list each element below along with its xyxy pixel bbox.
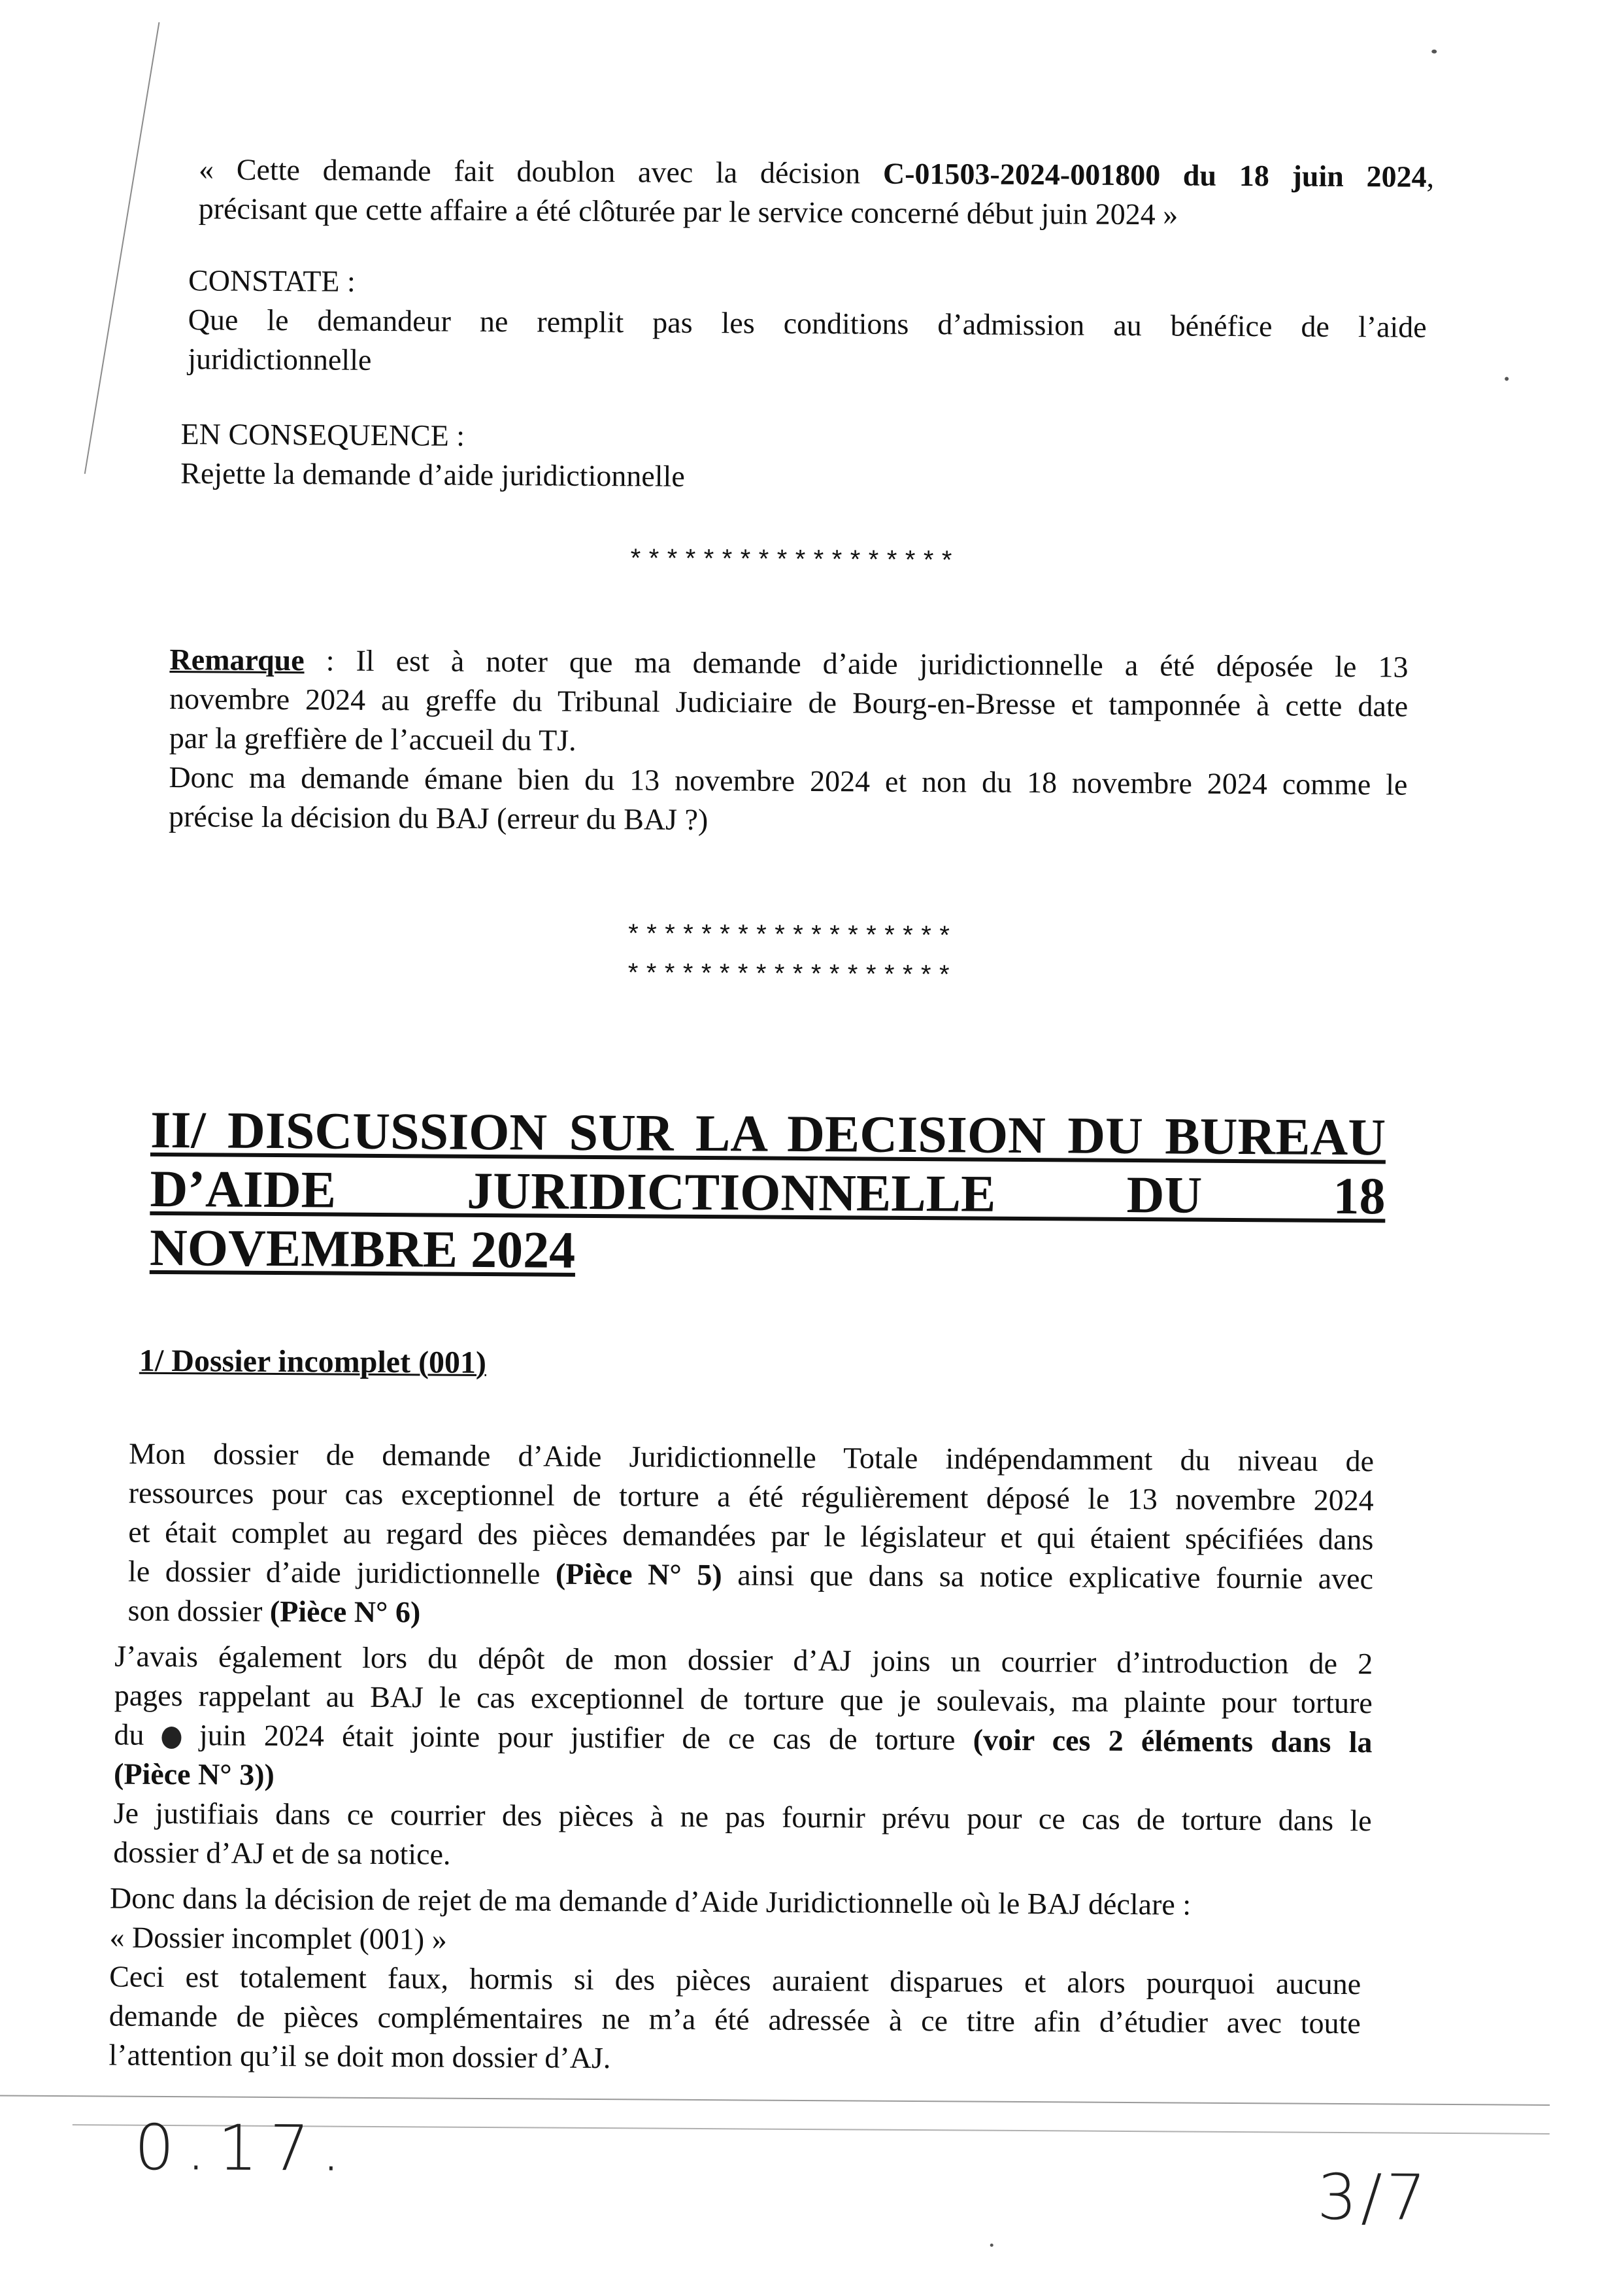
constate-line2: juridictionnelle: [188, 342, 372, 377]
para2-line3-a: du: [114, 1717, 162, 1751]
constate-label: CONSTATE :: [188, 263, 356, 298]
section-heading: [150, 1101, 1386, 1285]
section-heading-line2: D’AIDE JURIDICTIONNELLE DU 18: [150, 1160, 1386, 1226]
paragraph-3: [108, 1878, 1361, 2082]
para2-line3-b: juin 2024 était jointe pour justifier de ce cas de torture: [181, 1718, 973, 1757]
remarque-line4: Donc ma demande émane bien du 13 novembre 2024 et non du 18 novembre 2024 comme le: [169, 760, 1408, 802]
para1-line4-a: le dossier d’aide juridictionnelle: [127, 1554, 556, 1591]
piece-5-ref: (Pièce N° 5): [555, 1557, 722, 1592]
separator-stars-2: ******************: [625, 922, 956, 954]
para2-line2: pages rappelant au BAJ le cas exceptionnel de torture que je soulevais, ma plainte pour torture: [114, 1678, 1373, 1720]
para1-line4-b: ainsi que dans sa notice explicative fournie avec: [722, 1558, 1374, 1596]
remarque-line3: par la greffière de l’accueil du TJ.: [169, 721, 576, 757]
decision-reference: C-01503-2024-001800 du 18 juin 2024: [882, 156, 1427, 194]
para3-line4: demande de pièces complémentaires ne m’a été adressée à ce titre afin d’étudier avec toute: [108, 1999, 1361, 2040]
para2-line6: dossier d’AJ et de sa notice.: [113, 1835, 451, 1871]
footer-rule-top: [0, 2095, 1550, 2106]
comma: ,: [1426, 160, 1435, 194]
handwritten-mark-left: 0.17.: [134, 2110, 354, 2186]
piece-6-ref: (Pièce N° 6): [269, 1594, 421, 1629]
para3-line2: « Dossier incomplet (001) »: [109, 1920, 447, 1956]
redaction-blot: [162, 1727, 182, 1749]
scan-speck: [1431, 50, 1437, 54]
para1-line5-a: son dossier: [127, 1593, 271, 1628]
remarque-line1: : Il est à noter que ma demande d’aide juridictionnelle a été déposée le 13: [304, 643, 1409, 684]
separator-stars: ******************: [627, 547, 958, 579]
consequence-block: [180, 414, 1358, 500]
quoted-decision-line2: précisant que cette affaire a été clôturée par le service concerné début juin 2024 »: [198, 192, 1178, 231]
margin-pencil-mark: [84, 22, 160, 474]
quoted-decision-text: « Cette demande fait doublon avec la décision: [198, 152, 884, 190]
para3-line5: l’attention qu’il se doit mon dossier d’AJ.: [108, 2038, 611, 2075]
remarque-line5: précise la décision du BAJ (erreur du BAJ ?): [168, 800, 709, 837]
handwritten-page-number: 3/7: [1316, 2160, 1431, 2235]
section-heading-line3: NOVEMBRE 2024: [149, 1219, 576, 1279]
para2-line5: Je justifiais dans ce courrier des pièces à ne pas fournir prévu pour ce cas de torture dans le: [113, 1796, 1372, 1838]
para1-line3: et était complet au regard des pièces demandées par le législateur et qui étaient spécifiées dans: [128, 1515, 1374, 1557]
remarque-line2: novembre 2024 au greffe du Tribunal Judiciaire de Bourg-en-Bresse et tamponnée à cette date: [169, 682, 1409, 723]
consequence-line1: Rejette la demande d’aide juridictionnelle: [180, 456, 685, 493]
scan-speck: [990, 2244, 993, 2247]
para2-line1: J’avais également lors du dépôt de mon dossier d’AJ joins un courrier d’introduction de 2: [114, 1639, 1373, 1681]
remarque-label: Remarque: [169, 643, 305, 677]
para3-line3: Ceci est totalement faux, hormis si des pièces auraient disparues et alors pourquoi aucune: [109, 1959, 1361, 2001]
para3-line1: Donc dans la décision de rejet de ma demande d’Aide Juridictionnelle où le BAJ déclare :: [109, 1881, 1192, 1921]
quoted-decision: [199, 150, 1435, 236]
scan-speck: [1505, 377, 1509, 380]
consequence-label: EN CONSEQUENCE :: [180, 417, 465, 452]
section-heading-line1: II/ DISCUSSION SUR LA DECISION DU BUREAU: [150, 1101, 1386, 1167]
separator-stars-3: ******************: [625, 961, 955, 993]
constate-line1: Que le demandeur ne remplit pas les conditions d’admission au bénéfice de l’aide: [188, 303, 1427, 344]
remarque-block: [169, 640, 1409, 844]
para1-line1: Mon dossier de demande d’Aide Juridictionnelle Totale indépendamment du niveau de: [128, 1436, 1375, 1478]
para1-line2: ressources pour cas exceptionnel de torture a été régulièrement déposé le 13 novembre 2024: [128, 1476, 1374, 1517]
piece-3-ref: (Pièce N° 3)): [113, 1757, 275, 1792]
constate-block: [188, 261, 1427, 386]
subheading: 1/ Dossier incomplet (001): [139, 1343, 487, 1380]
paragraph-2: [113, 1637, 1373, 1880]
paragraph-1: [127, 1434, 1374, 1638]
voir-elements-ref: (voir ces 2 éléments dans la: [973, 1723, 1373, 1759]
